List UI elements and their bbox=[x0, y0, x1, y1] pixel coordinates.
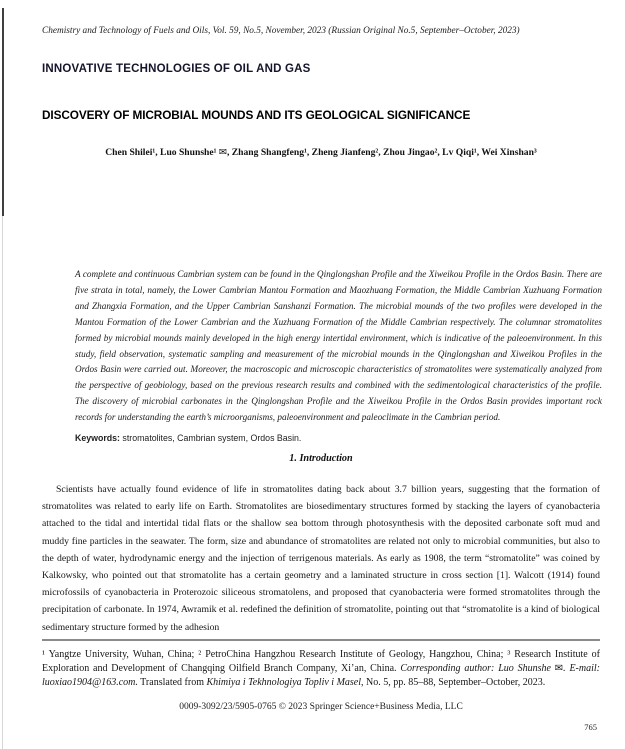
journal-citation-header: Chemistry and Technology of Fuels and Oils, Vol. 59, No.5, November, 2023 (Russian Original No.5, September–October, 2023) bbox=[42, 26, 520, 36]
scan-edge-artifact-dark bbox=[2, 8, 4, 216]
footnote-affiliations: ¹ Yangtze University, Wuhan, China; ² PetroChina Hangzhou Research Institute of Geology, Hangzhou, China; ³ Research Institute of Exploration and Development of Changqing Oilfield Branch Company, Xi’an, China. bbox=[42, 649, 600, 674]
footnote-source-journal: Khimiya i Tekhnologiya Topliv i Masel bbox=[206, 676, 362, 688]
keywords-label: Keywords: bbox=[75, 433, 120, 444]
footnote-corresponding-author: Corresponding author: Luo Shunshe ✉. E-mail: luoxiao1904@163.com. bbox=[42, 662, 600, 688]
page-number: 765 bbox=[584, 722, 597, 732]
introduction-paragraph: Scientists have actually found evidence of life in stromatolites dating back about 3.7 billion years, suggesting that the formation of stromatolites was related to early life on Earth. Stromatolites are biosedimentary structures formed by stacking the layers of cyanobacteria attached to the tidal and intertidal tidal flats or the shallow sea bottom through photosynthesis with the deposited carbonate soft mud and muddy fine particles in the seawater. The form, size and abundance of stromatolites are related not only to microbial communities, but also to the depth of water, hydrodynamic energy and the injection of terrigenous materials. As early as 1908, the term “stromatolite” was coined by Kalkowsky, who pointed out that stromatolite has a certain geometry and a laminated structure in cross section [1]. Walcott (1914) found microfossils of cyanobacteria in Proterozoic siliceous stromatolens, and proposed that cyanobacteria were formed stromatolites through the precipitation of carbonate. In 1974, Awramik et al. redefined the definition of stromatolite, pointing out that “stromatolite is a kind of biological sedimentary structure formed by the adhesion bbox=[42, 484, 600, 633]
introduction-heading: 1. Introduction bbox=[289, 453, 353, 464]
authors-line: Chen Shilei¹, Luo Shunshe¹ ✉, Zhang Shangfeng¹, Zheng Jianfeng², Zhou Jingao², Lv Qiqi¹, Wei Xinshan³ bbox=[105, 147, 537, 158]
footnote-translated-prefix: Translated from bbox=[137, 676, 207, 688]
section-heading: INNOVATIVE TECHNOLOGIES OF OIL AND GAS bbox=[42, 63, 311, 75]
footnote-block bbox=[42, 648, 600, 689]
issn-copyright-line: 0009-3092/23/5905-0765 © 2023 Springer Science+Business Media, LLC bbox=[179, 702, 463, 712]
footnote-divider-rule bbox=[42, 639, 600, 641]
keywords-line bbox=[75, 433, 602, 443]
abstract-text: A complete and continuous Cambrian system can be found in the Qinglongshan Profile and the Xiweikou Profile in the Ordos Basin. There are five strata in total, namely, the Lower Cambrian Mantou Formation and Maozhuang Formation, the Middle Cambrian Xuzhuang Formation and Zhangxia Formation, and the Upper Cambrian Sanshanzi Formation. The microbial mounds of the two profiles were developed in the Mantou Formation of the Lower Cambrian and the Xuzhuang Formation of the Middle Cambrian respectively. The columnar stromatolites formed by microbial mounds mainly developed in the high energy intertidal environment, which is indicative of the paleoenvironment. In this study, field observation, systematic sampling and measurement of the microbial mounds in the Qinglongshan and Xiweikou Profiles in the Ordos Basin were carried out. Moreover, the macroscopic and microscopic characteristics of stromatolites were systematically analyzed from the perspective of geobiology, based on the previous research results and combined with the sedimentological characteristics of the profile. The discovery of microbial carbonates in the Qinglongshan Profile and the Xiweikou Profile in the Ordos Basin provides important rock records for understanding the earth’s microorganisms, paleoenvironment and paleoclimate in the Cambrian period. bbox=[75, 269, 602, 423]
article-title: DISCOVERY OF MICROBIAL MOUNDS AND ITS GEOLOGICAL SIGNIFICANCE bbox=[42, 108, 471, 122]
abstract-block bbox=[75, 267, 602, 443]
keywords-text: stromatolites, Cambrian system, Ordos Basin. bbox=[119, 433, 302, 444]
footnote-translated-suffix: , No. 5, pp. 85–88, September–October, 2023. bbox=[361, 676, 546, 688]
scan-edge-artifact-light bbox=[2, 216, 3, 749]
